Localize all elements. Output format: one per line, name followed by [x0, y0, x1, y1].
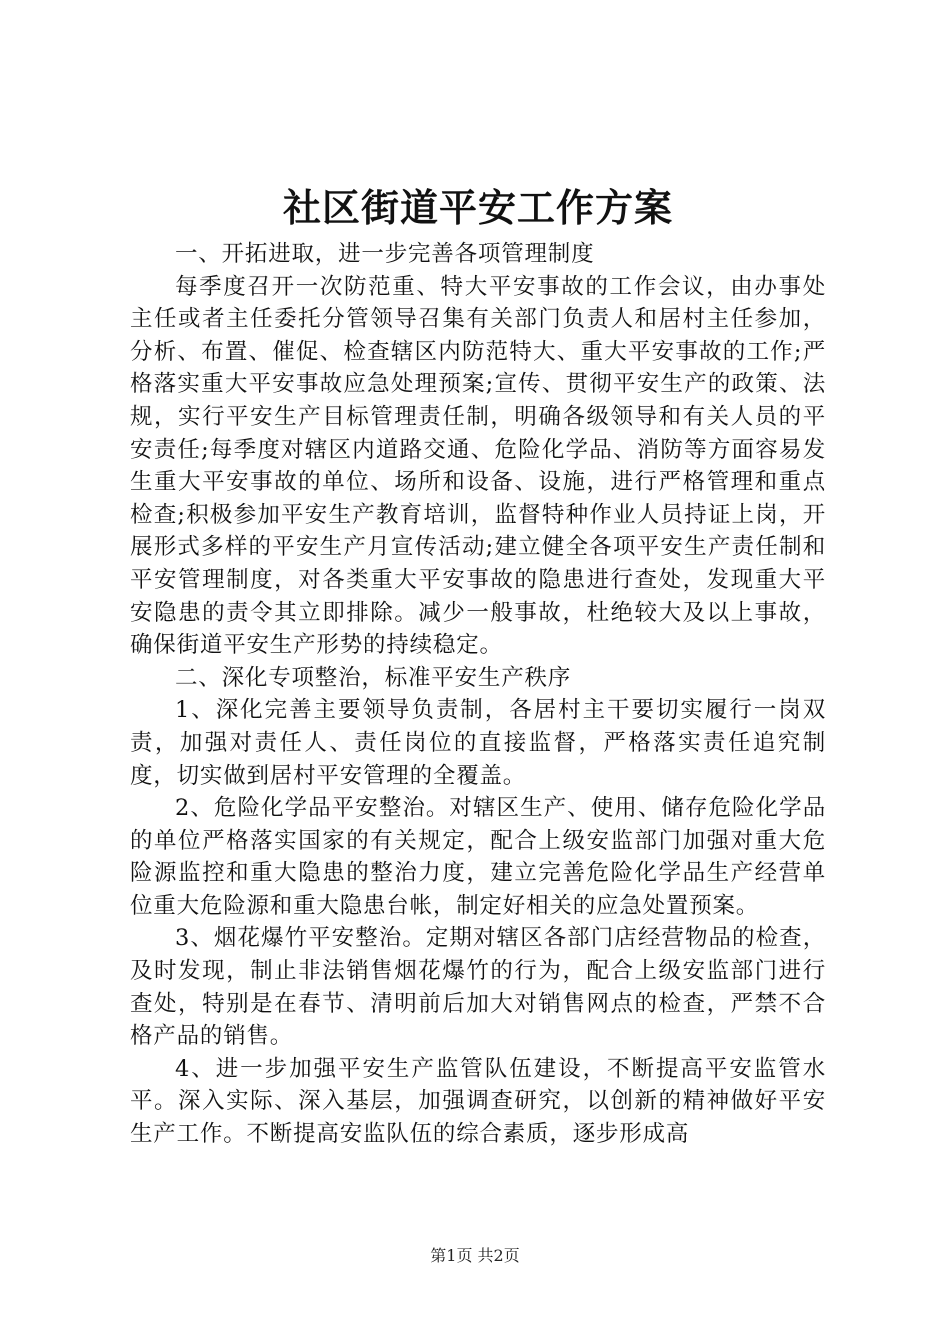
paragraph-item-4: 4、进一步加强平安生产监管队伍建设，不断提高平安监管水平。深入实际、深入基层，加强调查研究，以创新的精神做好平安生产工作。不断提高安监队伍的综合素质，逐步形成高 [130, 1055, 826, 1148]
paragraph-item-2: 2、危险化学品平安整治。对辖区生产、使用、储存危险化学品的单位严格落实国家的有关规定，配合上级安监部门加强对重大危险源监控和重大隐患的整治力度，建立完善危险化学品生产经营单位重大危险源和重大隐患台帐，制定好相关的应急处置预案。 [130, 795, 826, 919]
page-footer: 第1页 共2页 [430, 1246, 520, 1265]
document-title: 社区街道平安工作方案 [282, 185, 673, 230]
paragraph-1: 每季度召开一次防范重、特大平安事故的工作会议，由办事处主任或者主任委托分管领导召集有关部门负责人和居村主任参加，分析、布置、催促、检查辖区内防范特大、重大平安事故的工作;严格落实重大平安事故应急处理预案;宣传、贯彻平安生产的政策、法规，实行平安生产目标管理责任制，明确各级领导和有关人员的平安责任;每季度对辖区内道路交通、危险化学品、消防等方面容易发生重大平安事故的单位、场所和设备、设施，进行严格管理和重点检查;积极参加平安生产教育培训，监督特种作业人员持证上岗，开展形式多样的平安生产月宣传活动;建立健全各项平安生产责任制和平安管理制度，对各类重大平安事故的隐患进行查处，发现重大平安隐患的责令其立即排除。减少一般事故，杜绝较大及以上事故，确保街道平安生产形势的持续稳定。 [130, 273, 826, 659]
paragraph-item-3: 3、烟花爆竹平安整治。定期对辖区各部门店经营物品的检查，及时发现，制止非法销售烟花爆竹的行为，配合上级安监部门进行查处，特别是在春节、清明前后加大对销售网点的检查，严禁不合格产品的销售。 [130, 925, 826, 1050]
section-heading-1: 一、开拓进取，进一步完善各项管理制度 [175, 241, 595, 267]
section-heading-2: 二、深化专项整治，标准平安生产秩序 [175, 664, 572, 691]
paragraph-item-1: 1、深化完善主要领导负责制，各居村主干要切实履行一岗双责，加强对责任人、责任岗位的直接监督，严格落实责任追究制度，切实做到居村平安管理的全覆盖。 [130, 697, 826, 789]
document-page [130, 178, 826, 1151]
